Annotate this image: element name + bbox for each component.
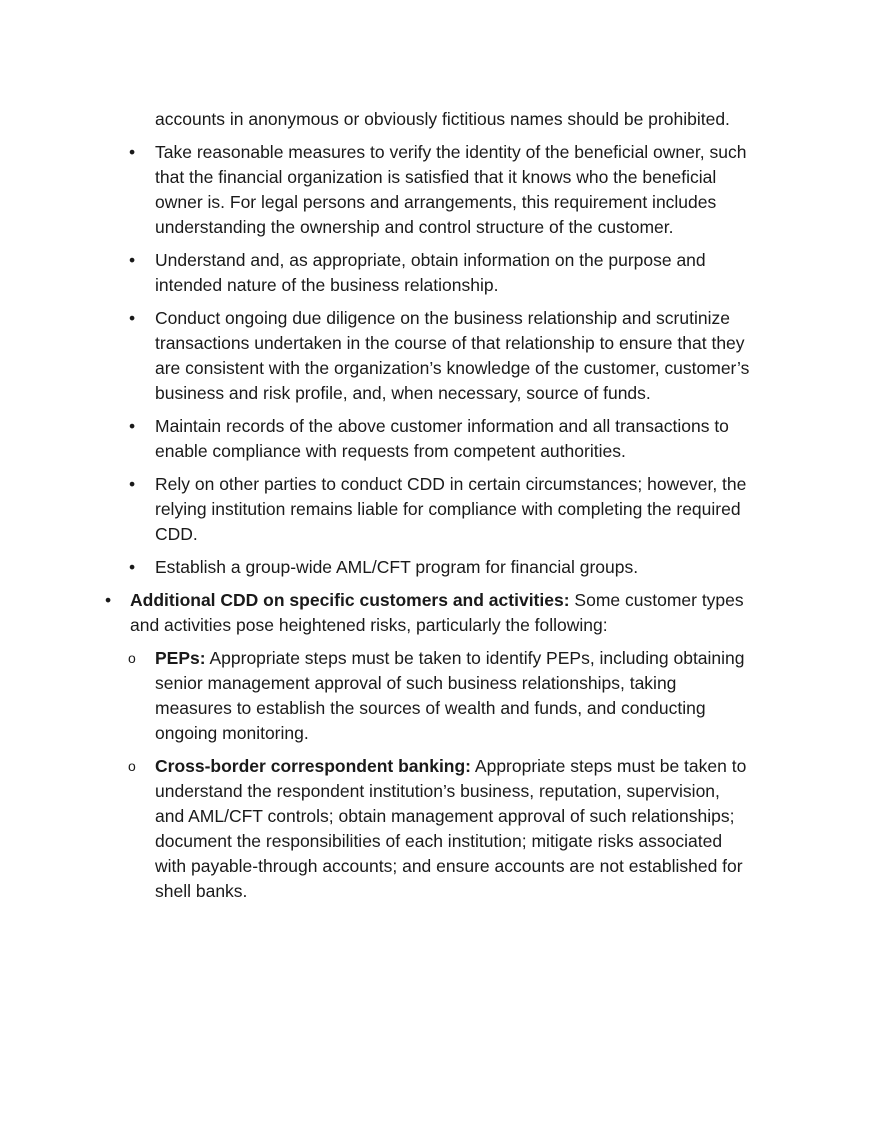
bullet-icon: • <box>129 416 136 436</box>
list-item: • Conduct ongoing due diligence on the business relationship and scrutinize transactions undertaken in the course of that relationship to ensure that they are consistent with the organization’s knowledge of the customer, customer’s business and risk profile, and, when necessary, source of funds. <box>129 308 750 403</box>
list-item-peps: o PEPs: Appropriate steps must be taken to identify PEPs, including obtaining senior management approval of such business relationships, taking measures to establish the sources of wealth and funds, and conducting ongoing monitoring. <box>128 648 745 743</box>
bullet-icon: • <box>129 142 136 162</box>
list-item: • Take reasonable measures to verify the identity of the beneficial owner, such that the financial organization is satisfied that it knows who the beneficial owner is. For legal persons and arrangements, this requirement includes understanding the ownership and control structure of the customer. <box>129 142 747 237</box>
item-heading: PEPs: <box>155 648 206 668</box>
bullet-icon: • <box>129 474 136 494</box>
circle-bullet-icon: o <box>128 758 136 774</box>
list-item: • Establish a group-wide AML/CFT program for financial groups. <box>155 555 750 580</box>
list-item: • Rely on other parties to conduct CDD in certain circumstances; however, the relying institution remains liable for compliance with completing the required CDD. <box>129 474 747 544</box>
bullet-icon: • <box>105 590 112 610</box>
bullet-icon: • <box>129 250 136 270</box>
circle-bullet-icon: o <box>128 650 136 666</box>
item-heading: Cross-border correspondent banking: <box>155 756 472 776</box>
item-heading: Additional CDD on specific customers and activities: <box>130 590 570 610</box>
document-page <box>0 107 880 912</box>
continuation-text: accounts in anonymous or obviously fictitious names should be prohibited. <box>155 109 730 129</box>
bullet-icon: • <box>129 557 136 577</box>
list-item: • Understand and, as appropriate, obtain information on the purpose and intended nature of the business relationship. <box>129 250 706 295</box>
list-item-additional-cdd: • Additional CDD on specific customers and activities: Some customer types and activities pose heightened risks, particularly the following: <box>105 590 744 635</box>
list-item-correspondent-banking: o Cross-border correspondent banking: Appropriate steps must be taken to understand the respondent institution’s business, reputation, supervision, and AML/CFT controls; obtain management approval of such relationships; document the responsibilities of each institution; mitigate risks associated with payable-through accounts; and ensure accounts are not established for shell banks. <box>128 756 747 901</box>
list-item: • Maintain records of the above customer information and all transactions to enable compliance with requests from competent authorities. <box>129 416 729 461</box>
bullet-icon: • <box>129 308 136 328</box>
